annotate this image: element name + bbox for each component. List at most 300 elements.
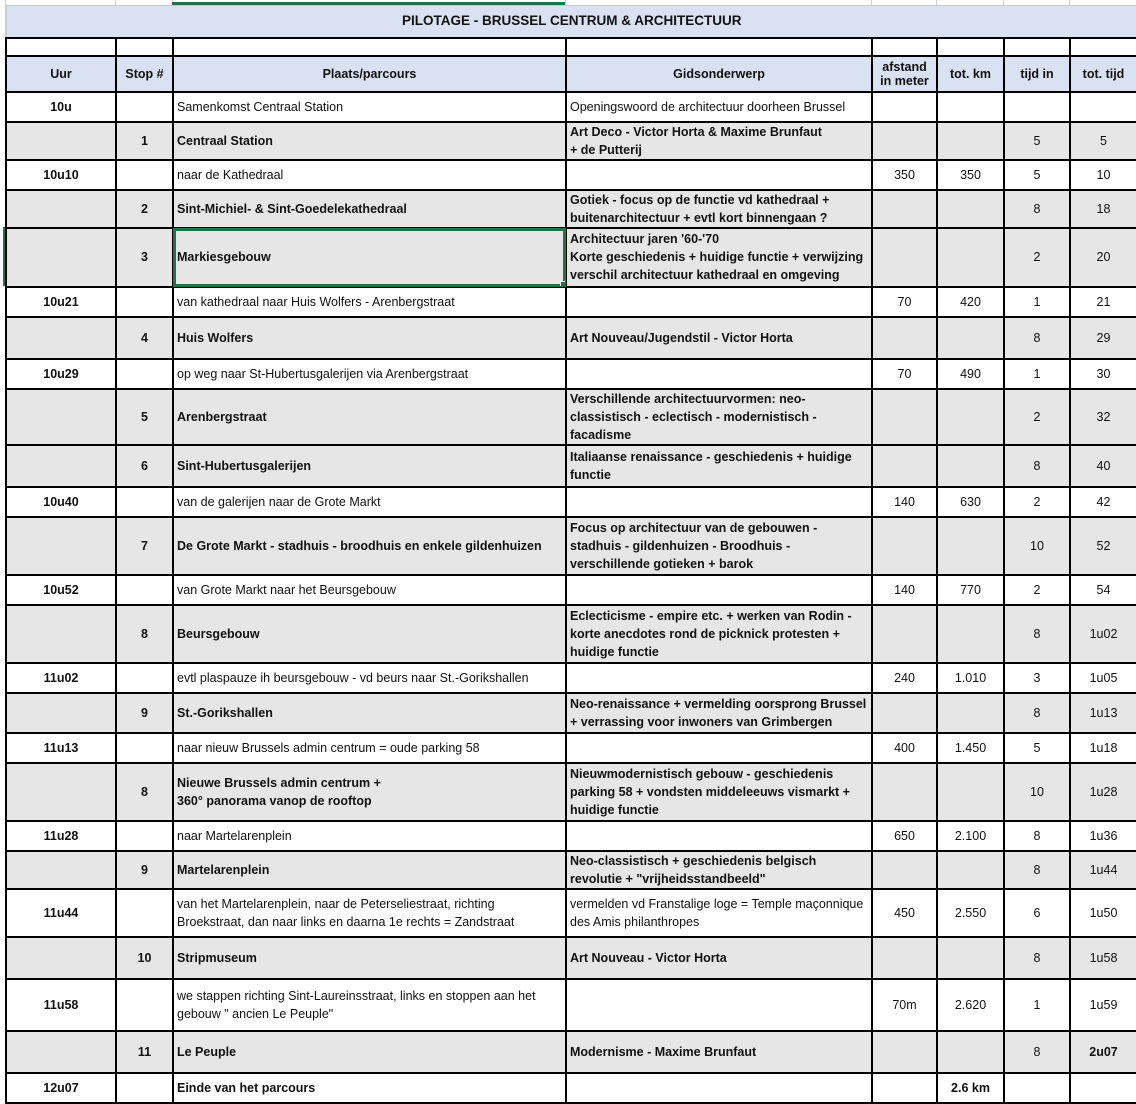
cell-distance[interactable] (872, 1031, 937, 1073)
cell-stop-number[interactable] (116, 122, 173, 160)
cell-distance[interactable] (872, 487, 937, 517)
cell-total-time[interactable] (1070, 851, 1136, 889)
cell-total-km[interactable] (937, 889, 1004, 937)
cell-topic-text: Eclecticisme - empire etc. + werken van Rodin - korte anecdotes rond de picknick protesten + huidige functie (570, 608, 852, 659)
cell-total-time[interactable] (1070, 160, 1136, 190)
cell-distance[interactable] (872, 359, 937, 389)
cell-stop-number-text: 10 (137, 950, 152, 965)
route-row (6, 821, 1136, 851)
cell[interactable] (872, 38, 937, 56)
cell-place-text: St.-Gorikshallen (177, 705, 273, 720)
cell-total-time[interactable] (1070, 92, 1136, 122)
title-row (6, 6, 1136, 38)
cell-total-time-text: 1u05 (1089, 670, 1118, 685)
cell-distance[interactable] (872, 160, 937, 190)
cell-stop-number[interactable] (116, 763, 173, 821)
cell-total-km[interactable] (937, 1031, 1004, 1073)
cell-uur[interactable] (6, 605, 116, 663)
cell-distance[interactable] (872, 663, 937, 693)
cell-distance[interactable] (872, 122, 937, 160)
cell-total-time-text: 1u13 (1089, 705, 1118, 720)
cell-uur[interactable] (6, 359, 116, 389)
cell-total-km[interactable] (937, 693, 1004, 733)
header-distance[interactable]: afstand in meter (872, 56, 937, 92)
cell-time[interactable] (1004, 693, 1070, 733)
cell-place-text: Stripmuseum (177, 950, 257, 965)
cell-time[interactable] (1004, 287, 1070, 317)
cell-place[interactable] (173, 287, 566, 317)
cell-place[interactable] (173, 1073, 566, 1103)
cell-place-text: van de galerijen naar de Grote Markt (177, 494, 381, 509)
header-time[interactable]: tijd in (1004, 56, 1070, 92)
cell-distance-text: 70m (892, 997, 917, 1012)
cell-place-text: Centraal Station (177, 133, 273, 148)
cell-place[interactable] (173, 92, 566, 122)
cell-uur[interactable] (6, 190, 116, 228)
cell-time-text: 3 (1033, 670, 1041, 685)
cell-total-time-text: 54 (1096, 582, 1111, 597)
cell-topic-text: vermelden vd Franstalige loge = Temple maçonnique des Amis philanthropes (570, 896, 864, 929)
cell-total-km[interactable] (937, 317, 1004, 359)
cell-uur[interactable] (6, 287, 116, 317)
cell-uur-text: 10u (50, 99, 72, 114)
cell-topic[interactable] (566, 190, 872, 228)
cell-place[interactable] (173, 190, 566, 228)
cell-total-time[interactable] (1070, 317, 1136, 359)
cell-distance[interactable] (872, 693, 937, 733)
cell-distance[interactable] (872, 1073, 937, 1103)
cell-stop-number[interactable] (116, 160, 173, 190)
cell-total-time-text: 1u28 (1089, 784, 1118, 799)
cell-time-text: 8 (1033, 862, 1041, 877)
header-topic[interactable]: Gidsonderwerp (566, 56, 872, 92)
cell-total-km-text: 2.6 km (951, 1080, 990, 1095)
cell-topic[interactable] (566, 663, 872, 693)
cell-time-text: 1 (1033, 294, 1041, 309)
cell-place-text: Nieuwe Brussels admin centrum + 360° panorama vanop de rooftop (177, 775, 381, 808)
cell-topic[interactable] (566, 287, 872, 317)
cell-time[interactable] (1004, 122, 1070, 160)
cell-stop-number[interactable] (116, 979, 173, 1031)
cell-uur-text: 10u52 (43, 582, 79, 597)
cell-total-km[interactable] (937, 228, 1004, 287)
cell-time-text: 8 (1033, 201, 1041, 216)
cell[interactable] (173, 38, 566, 56)
cell-topic[interactable] (566, 937, 872, 979)
cell-total-time[interactable] (1070, 889, 1136, 937)
cell-time[interactable] (1004, 359, 1070, 389)
cell-total-km[interactable] (937, 445, 1004, 487)
cell-topic[interactable] (566, 160, 872, 190)
route-row (6, 733, 1136, 763)
cell-topic[interactable] (566, 821, 872, 851)
cell-place[interactable] (173, 575, 566, 605)
cell-total-km[interactable] (937, 763, 1004, 821)
cell-topic[interactable] (566, 389, 872, 445)
stop-row (6, 122, 1136, 160)
cell-stop-number[interactable] (116, 517, 173, 575)
cell-place[interactable] (173, 937, 566, 979)
cell-stop-number[interactable] (116, 359, 173, 389)
cell-distance[interactable] (872, 228, 937, 287)
cell-uur[interactable] (6, 733, 116, 763)
cell-stop-number[interactable] (116, 605, 173, 663)
cell-time[interactable] (1004, 979, 1070, 1031)
cell-stop-number-text: 3 (141, 250, 148, 264)
cell-distance[interactable] (872, 445, 937, 487)
cell-uur[interactable] (6, 663, 116, 693)
cell-topic[interactable] (566, 445, 872, 487)
cell-distance[interactable] (872, 92, 937, 122)
cell-distance[interactable] (872, 575, 937, 605)
cell-total-time[interactable] (1070, 287, 1136, 317)
cell-uur[interactable] (6, 122, 116, 160)
cell-distance[interactable] (872, 605, 937, 663)
cell-place[interactable] (173, 359, 566, 389)
cell-place[interactable] (173, 317, 566, 359)
cell-uur-text: 12u07 (43, 1080, 79, 1095)
cell-stop-number[interactable] (116, 663, 173, 693)
cell-time-text: 8 (1033, 626, 1041, 641)
cell-time[interactable] (1004, 487, 1070, 517)
cell-time-text: 8 (1033, 950, 1041, 965)
cell[interactable] (116, 38, 173, 56)
cell-stop-number[interactable] (116, 228, 173, 287)
cell-total-km[interactable] (937, 487, 1004, 517)
cell-stop-number-text: 9 (141, 705, 148, 720)
cell-uur[interactable] (6, 763, 116, 821)
cell-place-text: Arenbergstraat (177, 409, 267, 424)
cell-uur[interactable] (6, 317, 116, 359)
cell-total-time[interactable] (1070, 663, 1136, 693)
cell-topic[interactable] (566, 979, 872, 1031)
cell-stop-number[interactable] (116, 851, 173, 889)
cell-stop-number[interactable] (116, 92, 173, 122)
cell-place-text: Sint-Michiel- & Sint-Goedelekathedraal (177, 201, 407, 216)
fill-handle[interactable] (560, 281, 566, 287)
cell-uur[interactable] (6, 821, 116, 851)
cell-time[interactable] (1004, 1073, 1070, 1103)
cell-total-km[interactable] (937, 821, 1004, 851)
cell-distance[interactable] (872, 733, 937, 763)
cell-topic[interactable] (566, 733, 872, 763)
cell-total-time[interactable] (1070, 605, 1136, 663)
cell-time-text: 8 (1033, 1044, 1041, 1059)
cell-uur[interactable] (6, 851, 116, 889)
cell-uur[interactable] (6, 937, 116, 979)
cell-total-km[interactable] (937, 389, 1004, 445)
header-uur[interactable]: Uur (6, 56, 116, 92)
cell-place-text: evtl plaspauze ih beursgebouw - vd beurs naar St.-Gorikshallen (177, 670, 529, 685)
cell-total-time[interactable] (1070, 359, 1136, 389)
route-row (6, 889, 1136, 937)
cell-place[interactable] (173, 389, 566, 445)
stop-row (6, 763, 1136, 821)
cell-uur[interactable] (6, 487, 116, 517)
cell-total-km[interactable] (937, 851, 1004, 889)
cell-place-text: naar nieuw Brussels admin centrum = oude parking 58 (177, 740, 480, 755)
route-row (6, 663, 1136, 693)
cell-stop-number[interactable] (116, 389, 173, 445)
cell-distance[interactable] (872, 190, 937, 228)
cell-time[interactable] (1004, 190, 1070, 228)
cell-distance[interactable] (872, 979, 937, 1031)
cell-total-km[interactable] (937, 979, 1004, 1031)
cell-time[interactable] (1004, 1031, 1070, 1073)
header-total-km[interactable]: tot. km (937, 56, 1004, 92)
cell-total-km[interactable] (937, 1073, 1004, 1103)
itinerary-table (5, 5, 1136, 1104)
cell-distance-text: 70 (897, 366, 912, 381)
route-row (6, 287, 1136, 317)
cell-total-km[interactable] (937, 359, 1004, 389)
route-row (6, 575, 1136, 605)
cell-total-km-text: 630 (960, 494, 981, 509)
cell-place[interactable] (173, 693, 566, 733)
cell-time[interactable] (1004, 889, 1070, 937)
cell-stop-number[interactable] (116, 693, 173, 733)
cell-place[interactable] (173, 889, 566, 937)
cell-total-time[interactable] (1070, 763, 1136, 821)
cell-topic[interactable] (566, 605, 872, 663)
stop-row (6, 851, 1136, 889)
cell-total-time-text: 40 (1096, 458, 1111, 473)
stop-row (6, 517, 1136, 575)
cell-stop-number[interactable] (116, 1073, 173, 1103)
cell-total-time[interactable] (1070, 487, 1136, 517)
cell-stop-number[interactable] (116, 937, 173, 979)
cell-stop-number[interactable] (116, 733, 173, 763)
cell-total-time-text: 1u36 (1089, 828, 1118, 843)
cell-total-time[interactable] (1070, 937, 1136, 979)
cell-uur[interactable] (6, 389, 116, 445)
cell-total-km[interactable] (937, 605, 1004, 663)
cell-total-time[interactable] (1070, 1073, 1136, 1103)
stop-row (6, 605, 1136, 663)
cell-stop-number[interactable] (116, 821, 173, 851)
cell-uur[interactable] (6, 693, 116, 733)
cell-time[interactable] (1004, 228, 1070, 287)
cell-distance[interactable] (872, 937, 937, 979)
cell-uur[interactable] (6, 517, 116, 575)
cell-place[interactable] (173, 1031, 566, 1073)
cell-total-time-text: 1u58 (1089, 950, 1118, 965)
cell-stop-number[interactable] (116, 190, 173, 228)
cell-topic[interactable] (566, 228, 872, 287)
cell-total-time[interactable] (1070, 122, 1136, 160)
cell-total-km[interactable] (937, 122, 1004, 160)
cell-uur-text: 10u40 (43, 494, 79, 509)
cell-stop-number[interactable] (116, 487, 173, 517)
cell-stop-number-text: 1 (141, 133, 148, 148)
cell-total-km[interactable] (937, 92, 1004, 122)
cell-time[interactable] (1004, 445, 1070, 487)
cell-total-km[interactable] (937, 733, 1004, 763)
cell-distance-text: 240 (894, 670, 915, 685)
cell-total-km[interactable] (937, 575, 1004, 605)
cell-topic-text: Art Nouveau/Jugendstil - Victor Horta (570, 330, 793, 345)
cell-total-time-text: 1u18 (1089, 740, 1118, 755)
cell-distance[interactable] (872, 821, 937, 851)
stop-row (6, 317, 1136, 359)
cell-time-text: 8 (1033, 705, 1041, 720)
cell-topic[interactable] (566, 122, 872, 160)
stop-row (6, 445, 1136, 487)
cell-topic[interactable] (566, 889, 872, 937)
cell-uur[interactable] (6, 1031, 116, 1073)
cell-total-km[interactable] (937, 663, 1004, 693)
cell-total-km[interactable] (937, 937, 1004, 979)
cell-time-text: 1 (1033, 366, 1041, 381)
cell-total-time[interactable] (1070, 1031, 1136, 1073)
cell-uur-text: 10u29 (43, 366, 79, 381)
cell-place[interactable] (173, 228, 566, 287)
cell-uur[interactable] (6, 160, 116, 190)
cell-total-km-text: 2.620 (954, 997, 987, 1012)
cell-place-text: Martelarenplein (177, 862, 270, 877)
cell-place[interactable] (173, 979, 566, 1031)
cell-uur[interactable] (6, 979, 116, 1031)
sheet-title[interactable]: PILOTAGE - BRUSSEL CENTRUM & ARCHITECTUUR (6, 6, 1136, 38)
cell-topic-text: Neo-renaissance + vermelding oorsprong Brussel + verrassing voor inwoners van Grimbergen (570, 696, 867, 729)
cell-uur[interactable] (6, 889, 116, 937)
cell-place[interactable] (173, 851, 566, 889)
cell-topic[interactable] (566, 317, 872, 359)
cell-total-time-text: 18 (1096, 201, 1111, 216)
cell-topic-text: Openingswoord de architectuur doorheen Brussel (570, 99, 846, 114)
cell-place[interactable] (173, 821, 566, 851)
cell-total-time[interactable] (1070, 228, 1136, 287)
cell-time-text: 1 (1033, 997, 1041, 1012)
cell-total-time[interactable] (1070, 821, 1136, 851)
cell-place[interactable] (173, 605, 566, 663)
cell-uur[interactable] (6, 228, 116, 287)
cell-total-time-text: 1u44 (1089, 862, 1118, 877)
cell-uur[interactable] (6, 575, 116, 605)
cell-total-km[interactable] (937, 160, 1004, 190)
cell-total-time[interactable] (1070, 445, 1136, 487)
cell-place-text: naar Martelarenplein (177, 828, 292, 843)
cell-place[interactable] (173, 487, 566, 517)
cell-topic[interactable] (566, 575, 872, 605)
cell-time[interactable] (1004, 937, 1070, 979)
cell[interactable] (566, 38, 872, 56)
cell-topic-text: Focus op architectuur van de gebouwen - stadhuis - gildenhuizen - Broodhuis - verschillende gotieken + barok (570, 520, 818, 571)
cell-topic[interactable] (566, 487, 872, 517)
cell-distance[interactable] (872, 517, 937, 575)
cell-total-time[interactable] (1070, 517, 1136, 575)
cell-topic-text: Architectuur jaren '60-'70 Korte geschiedenis + huidige functie + verwijzing verschil architectuur kathedraal en omgeving (570, 232, 864, 282)
cell-topic[interactable] (566, 763, 872, 821)
cell-distance[interactable] (872, 851, 937, 889)
cell-topic-text: Verschillende architectuurvormen: neo-classistisch - eclectisch - modernistisch - facadisme (570, 391, 817, 442)
stop-row (6, 693, 1136, 733)
cell-total-time[interactable] (1070, 389, 1136, 445)
cell-place[interactable] (173, 517, 566, 575)
cell[interactable] (1070, 38, 1136, 56)
cell-time[interactable] (1004, 663, 1070, 693)
cell-time[interactable] (1004, 763, 1070, 821)
cell-stop-number[interactable] (116, 1031, 173, 1073)
cell-topic-text: Nieuwmodernistisch gebouw - geschiedenis parking 58 + vondsten middeleeuws vismarkt + huidige functie (570, 766, 850, 817)
cell-distance[interactable] (872, 889, 937, 937)
cell-stop-number[interactable] (116, 445, 173, 487)
cell-total-time-text: 5 (1100, 133, 1107, 148)
cell-uur[interactable] (6, 92, 116, 122)
cell-topic[interactable] (566, 92, 872, 122)
cell-time[interactable] (1004, 317, 1070, 359)
cell-topic[interactable] (566, 851, 872, 889)
cell-time[interactable] (1004, 851, 1070, 889)
cell-place[interactable] (173, 733, 566, 763)
cell-place[interactable] (173, 122, 566, 160)
cell[interactable] (937, 38, 1004, 56)
stop-row (6, 389, 1136, 445)
cell-place-text: naar de Kathedraal (177, 167, 284, 182)
cell-distance-text: 400 (894, 740, 915, 755)
cell-place-text: De Grote Markt - stadhuis - broodhuis en enkele gildenhuizen (177, 538, 542, 553)
cell-time[interactable] (1004, 605, 1070, 663)
cell-uur[interactable] (6, 1073, 116, 1103)
cell-total-time[interactable] (1070, 575, 1136, 605)
cell-place[interactable] (173, 445, 566, 487)
cell-time[interactable] (1004, 733, 1070, 763)
cell-time[interactable] (1004, 389, 1070, 445)
cell-distance[interactable] (872, 763, 937, 821)
cell-total-km[interactable] (937, 287, 1004, 317)
cell-topic[interactable] (566, 517, 872, 575)
cell-total-km[interactable] (937, 517, 1004, 575)
header-stop[interactable]: Stop # (116, 56, 173, 92)
cell-total-time-text: 52 (1096, 538, 1111, 553)
header-place[interactable]: Plaats/parcours (173, 56, 566, 92)
cell-distance[interactable] (872, 317, 937, 359)
cell-topic-text: Modernisme - Maxime Brunfaut (570, 1044, 757, 1059)
cell-place[interactable] (173, 160, 566, 190)
cell[interactable] (1004, 38, 1070, 56)
cell-place[interactable] (173, 763, 566, 821)
cell-time[interactable] (1004, 821, 1070, 851)
cell-place[interactable] (173, 663, 566, 693)
cell-total-km[interactable] (937, 190, 1004, 228)
cell-stop-number[interactable] (116, 287, 173, 317)
cell-total-time-text: 42 (1096, 494, 1111, 509)
cell-time[interactable] (1004, 517, 1070, 575)
cell-stop-number[interactable] (116, 317, 173, 359)
cell-topic[interactable] (566, 693, 872, 733)
cell-topic[interactable] (566, 1031, 872, 1073)
cell-time-text: 8 (1033, 828, 1041, 843)
header-total-time[interactable]: tot. tijd (1070, 56, 1136, 92)
cell-total-time[interactable] (1070, 733, 1136, 763)
cell-stop-number[interactable] (116, 889, 173, 937)
cell-time[interactable] (1004, 575, 1070, 605)
cell-topic[interactable] (566, 1073, 872, 1103)
cell[interactable] (6, 38, 116, 56)
cell-distance[interactable] (872, 389, 937, 445)
cell-total-time[interactable] (1070, 693, 1136, 733)
cell-topic[interactable] (566, 359, 872, 389)
cell-time-text: 2 (1033, 409, 1041, 424)
cell-time[interactable] (1004, 160, 1070, 190)
cell-distance[interactable] (872, 287, 937, 317)
cell-time[interactable] (1004, 92, 1070, 122)
cell-total-time[interactable] (1070, 979, 1136, 1031)
cell-stop-number[interactable] (116, 575, 173, 605)
cell-total-time-text: 30 (1096, 366, 1111, 381)
cell-total-time[interactable] (1070, 190, 1136, 228)
cell-uur[interactable] (6, 445, 116, 487)
